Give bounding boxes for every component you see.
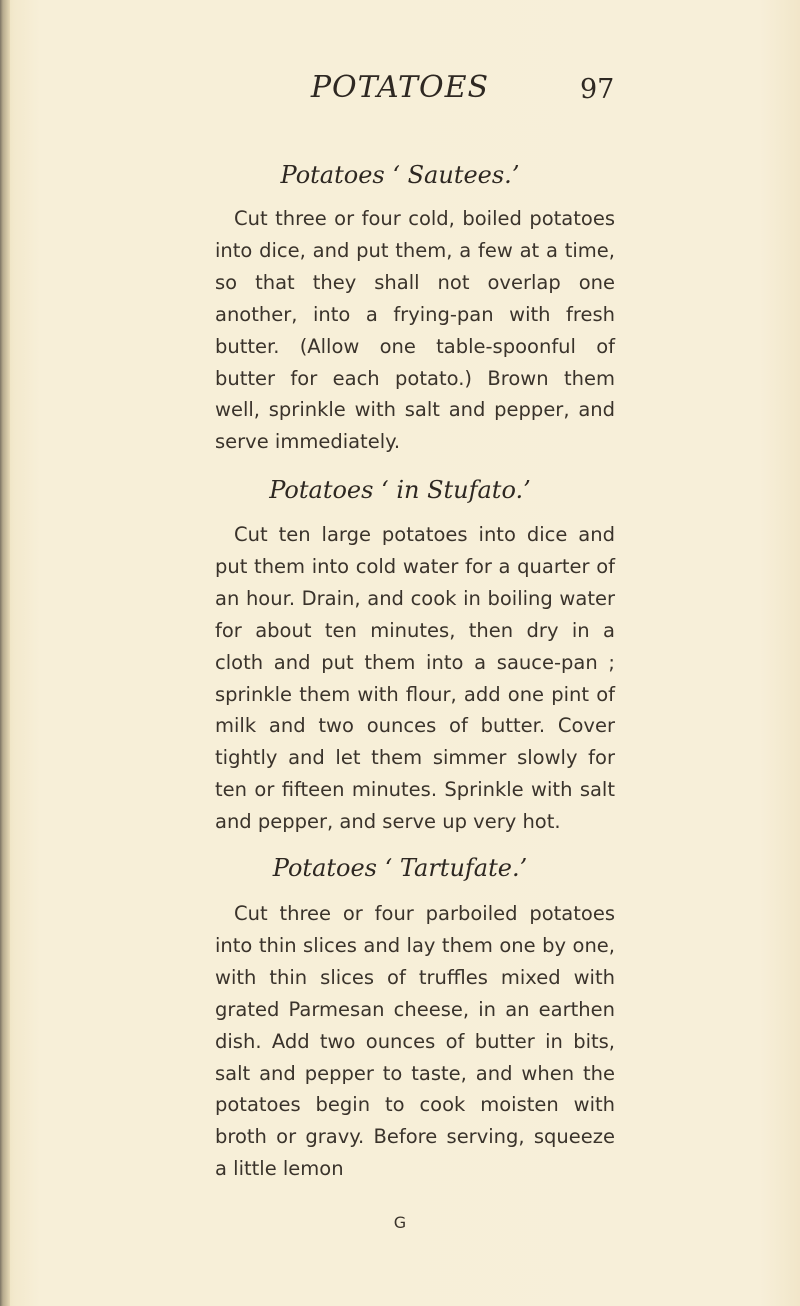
recipe-title-stufato: Potatoes ‘ in Stufato.’ xyxy=(269,476,531,504)
recipe-text-sautees: Cut three or four cold, boiled potatoes into dice, and put them, a few at a time, so that they shall not overlap one another, into a frying-pan with fresh butter. (Allow one table-spoonful of butter for each potato.) Brown them well, sprinkle with salt and pepper, and serve immediately. xyxy=(215,207,615,454)
recipe-text-tartufate: Cut three or four parboiled potatoes into thin slices and lay them one by one, with thin slices of truffles mixed with grated Parmesan cheese, in an earthen dish. Add two ounces of butter in bits, salt and pepper to taste, and when the potatoes begin to cook moisten with broth or gravy. Before serving, squeeze a little lemon xyxy=(215,902,615,1181)
recipe-text-stufato: Cut ten large potatoes into dice and put them into cold water for a quarter of an hour. Drain, and cook in boiling water for about ten minutes, then dry in a cloth and put them into a sauce-pan ; sprinkle them with flour, add one pint of milk and two ounces of butter. Cover tightly and let them simmer slowly for ten or fifteen minutes. Sprinkle with salt and pepper, and serve up very hot. xyxy=(215,523,615,834)
recipe-title-tartufate: Potatoes ‘ Tartufate.’ xyxy=(272,854,528,882)
page-number: 97 xyxy=(580,74,615,105)
running-head: POTATOES xyxy=(310,70,490,105)
recipe-title-sautees: Potatoes ‘ Sautees.’ xyxy=(280,161,520,189)
signature-mark: G xyxy=(393,1213,407,1232)
page-binding-edge xyxy=(0,0,10,1306)
